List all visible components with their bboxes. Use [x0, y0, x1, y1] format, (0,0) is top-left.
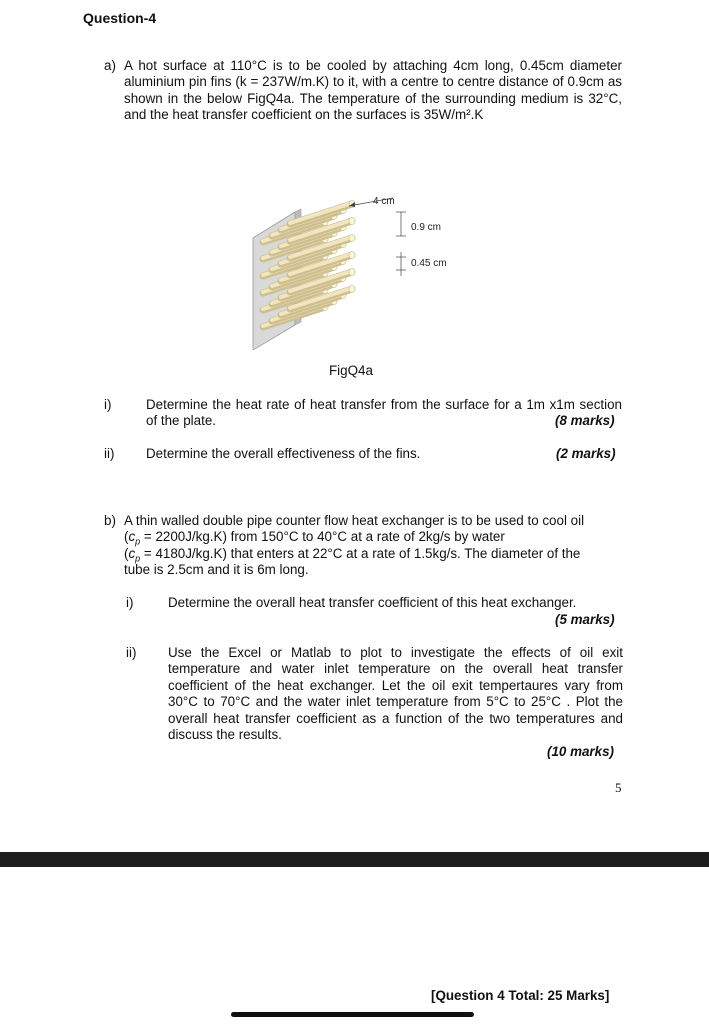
part-a-q1-label: i) — [104, 397, 112, 412]
page-number: 5 — [615, 780, 622, 795]
fin-array-figure — [245, 190, 475, 354]
part-b-line-1: A thin walled double pipe counter flow heat exchanger is to be used to cool oil — [124, 513, 585, 528]
part-b-line-4: tube is 2.5cm and it is 6m long. — [124, 562, 309, 578]
part-b-line-2: $(c_p = 2200J/kg.K)$ from 150°C to 40°C at a rate of 2kg/s by water — [124, 529, 505, 548]
part-b-label: b) — [104, 513, 116, 528]
question-total: [Question 4 Total: 25 Marks] — [431, 988, 610, 1003]
part-a-label: a) — [104, 58, 116, 73]
part-b-text — [124, 513, 624, 579]
part-a-q2-label: ii) — [104, 446, 115, 461]
home-indicator[interactable] — [231, 1012, 474, 1017]
part-b-q1-label: i) — [126, 595, 134, 610]
pin-fin-diagram — [245, 190, 475, 350]
part-a-q2-marks: (2 marks) — [556, 446, 616, 461]
diameter-label: 0.45 cm — [411, 258, 447, 269]
part-b-q2-marks: (10 marks) — [547, 744, 614, 759]
part-a-q1-marks: (8 marks) — [555, 413, 615, 428]
part-b-q1-text: Determine the overall heat transfer coefficient of this heat exchanger. — [168, 595, 577, 610]
part-a-text: A hot surface at 110°C is to be cooled by attaching 4cm long, 0.45cm diameter aluminium pin fins (k = 237W/m.K) to it, with a centre to centre distance of 0.9cm as shown in the below FigQ4a. The temperature of the surrounding medium is 32°C, and the heat transfer coefficient on the surfaces is 35W/m².K — [124, 58, 622, 123]
question-heading: Question-4 — [83, 10, 157, 26]
part-a-q2-text: Determine the overall effectiveness of the fins. — [146, 446, 421, 461]
spacing-label: 0.9 cm — [411, 222, 442, 233]
part-b-q2-label: ii) — [126, 645, 137, 660]
length-label: 4 cm — [373, 196, 395, 207]
part-b-q1-marks: (5 marks) — [555, 612, 615, 627]
part-b-q2-text: Use the Excel or Matlab to plot to investigate the effects of oil exit temperature and water inlet temperature on the overall heat transfer coefficient of the heat exchanger. Let the oil exit tempertaures vary from 30°C to 70°C and the water inlet temperature from 5°C to 25°C . Plot the overall heat transfer coefficient as a function of the two temperatures and discuss the results. — [168, 645, 623, 743]
part-a-q1-text: Determine the heat rate of heat transfer from the surface for a 1m x1m section of the plate. — [146, 397, 622, 429]
page-divider — [0, 852, 709, 867]
part-b-line-3: $(c_p = 4180J/kg.K)$ that enters at 22°C at a rate of 1.5kg/s. The diameter of the — [124, 545, 581, 564]
figure-caption: FigQ4a — [329, 363, 373, 378]
